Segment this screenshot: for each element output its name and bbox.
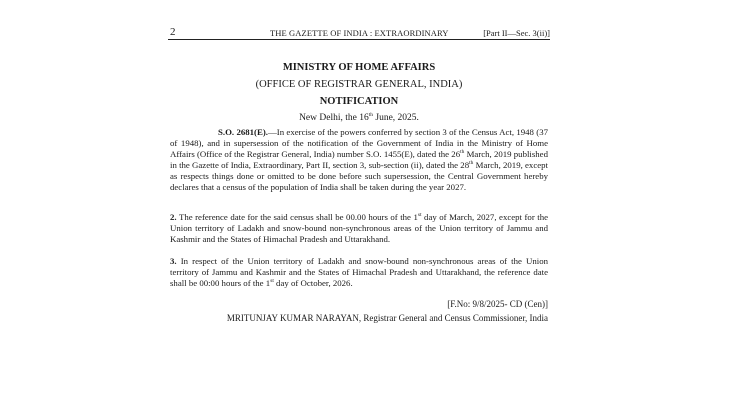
paragraph-2: 2. The reference date for the said census shall be 00.00 hours of the 1st day of March, 2027, except for the Union territory of Ladakh and snow-bound non-synchronous areas of the Union territory of Jammu and Kashmir and the States of Himachal Pradesh and Uttarakhand. [170, 212, 548, 244]
office-heading: (OFFICE OF REGISTRAR GENERAL, INDIA) [255, 79, 463, 90]
paragraph-3-number: 3. [170, 256, 177, 266]
ministry-heading: MINISTRY OF HOME AFFAIRS [282, 62, 436, 73]
gazette-title: THE GAZETTE OF INDIA : EXTRAORDINARY [270, 28, 449, 38]
so-number: S.O. 2681(E). [218, 127, 268, 137]
page-header [168, 24, 550, 40]
file-number: [F.No: 9/8/2025- CD (Cen)] [447, 299, 548, 309]
signatory: MRITUNJAY KUMAR NARAYAN, Registrar General and Census Commissioner, India [226, 313, 548, 323]
header-rule [168, 39, 550, 40]
paragraph-3: 3. In respect of the Union territory of Ladakh and snow-bound non-synchronous areas of the Union territory of Jammu and Kashmir and the States of Himachal Pradesh and Uttarakhand, the reference date shall be 00:00 hours of the 1st day of October, 2026. [170, 256, 548, 288]
part-section: [Part II—Sec. 3(ii)] [483, 28, 550, 38]
paragraph-1: S.O. 2681(E).—In exercise of the powers conferred by section 3 of the Census Act, 1948 (37 of 1948), and in supersession of the notification of the Government of India in the Ministry of Home Affairs (Office of the Registrar General, India) number S.O. 1455(E), dated the 26th March, 2019 published in the Gazette of India, Extraordinary, Part II, section 3, sub-section (ii), dated the 28th March, 2019, except as respects things done or omitted to be done before such supersession, the Central Government hereby declares that a census of the population of India shall be taken during the year 2027. [170, 127, 548, 192]
page-number: 2 [170, 26, 176, 38]
paragraph-2-number: 2. [170, 212, 177, 222]
notification-heading: NOTIFICATION [319, 96, 399, 107]
dateline: New Delhi, the 16th June, 2025. [299, 111, 419, 123]
